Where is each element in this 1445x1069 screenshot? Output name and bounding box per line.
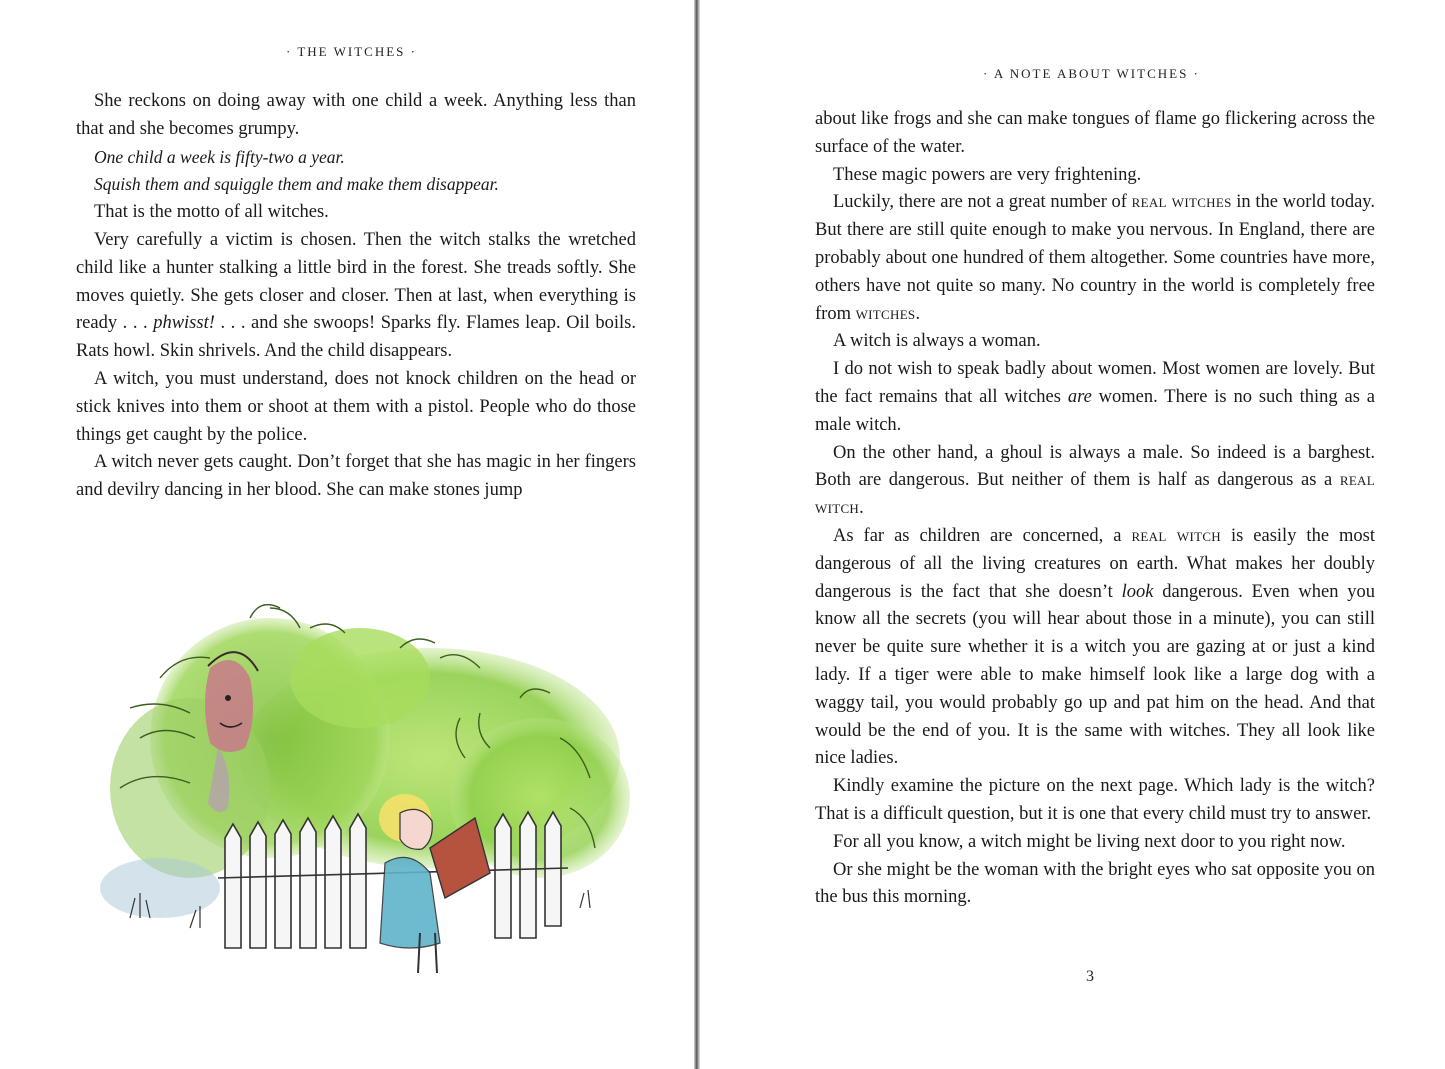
left-paragraph-1: She reckons on doing away with one child a week. Anything less than that and she becomes grumpy.: [76, 91, 636, 139]
right-paragraph-5-b: women. There is no such thing as a male witch.: [815, 386, 1375, 435]
right-paragraph-4: A witch is always a woman.: [833, 331, 1041, 352]
right-paragraph-7-smallcaps: real witch: [1131, 525, 1221, 546]
left-page: [0, 0, 694, 1069]
right-paragraph-7-italic: look: [1121, 581, 1154, 602]
right-paragraph-6-a: On the other hand, a ghoul is always a male. So indeed is a barghest. Both are dangerous. But neither of them is half as dangerous as a: [815, 442, 1375, 491]
right-paragraph-3: [815, 189, 1375, 328]
right-paragraph-3-smallcaps-2: witches: [855, 303, 916, 324]
witch-hedge-illustration: [100, 588, 640, 978]
page-number: 3: [1086, 968, 1094, 985]
right-paragraph-7: [815, 523, 1375, 773]
left-paragraph-2: That is the motto of all witches.: [94, 202, 329, 223]
right-paragraph-6-smallcaps: real witch: [815, 470, 1375, 519]
right-paragraph-5-a: I do not wish to speak badly about women. Most women are lovely. But the fact remains that all witches: [815, 359, 1375, 407]
right-running-head: · A NOTE ABOUT WITCHES ·: [983, 66, 1200, 81]
right-paragraph-6-b: .: [859, 498, 864, 519]
hedge-mass-top: [290, 628, 430, 728]
left-paragraph-3-sound: phwisst!: [153, 313, 215, 334]
right-paragraph-9: For all you know, a witch might be living next door to you right now.: [833, 831, 1346, 852]
illustration-drawing: [100, 588, 640, 978]
right-paragraph-8: Kindly examine the picture on the next page. Which lady is the witch? That is a difficult question, but it is one that every child must try to answer.: [815, 776, 1375, 824]
left-verse-2: Squish them and squiggle them and make them disappear.: [94, 174, 499, 195]
left-paragraph-5: A witch never gets caught. Don’t forget that she has magic in her fingers and devilry dancing in her blood. She can make stones jump: [76, 452, 636, 501]
right-paragraph-6: [815, 440, 1375, 523]
right-paragraph-7-b: is easily the most dangerous of all the living creatures on earth. What makes her doubly dangerous is the fact that she doesn’t: [815, 525, 1375, 602]
right-paragraph-5-italic: are: [1067, 386, 1092, 407]
right-paragraph-10: Or she might be the woman with the bright eyes who sat opposite you on the bus this morning.: [815, 859, 1375, 908]
left-paragraph-3: [76, 227, 636, 366]
ground-shadow: [100, 858, 220, 918]
right-paragraph-3-c: .: [915, 303, 921, 324]
left-running-head: · THE WITCHES ·: [286, 44, 417, 59]
right-paragraph-7-a: As far as children are concerned, a: [833, 525, 1132, 546]
left-text-block: [76, 88, 636, 505]
right-text-block: [815, 106, 1375, 912]
right-paragraph-3-a: Luckily, there are not a great number of: [833, 192, 1132, 213]
right-paragraph-2: These magic powers are very frightening.: [833, 164, 1142, 185]
right-paragraph-5: [815, 356, 1375, 439]
right-paragraph-3-b: in the world today. But there are still quite enough to make you nervous. In England, there are probably about one hundred of them altogether. Some countries have more, others have not quite so many. No country in the world is completely free from: [815, 192, 1375, 324]
right-paragraph-3-smallcaps-1: real witches: [1131, 192, 1232, 213]
right-paragraph-1: about like frogs and she can make tongues of flame go flickering across the surface of the water.: [815, 109, 1375, 157]
left-paragraph-3-start: Very carefully a victim is chosen. Then the witch stalks the wretched child like a hunter stalking a little bird in the forest. She treads softly. She moves quietly. She gets closer and closer. Then at last, when everything is ready . . .: [76, 229, 636, 334]
right-paragraph-7-c: dangerous. Even when you know all the secrets (you will hear about those in a minute), you can still never be quite sure whether it is a witch you are gazing at or just a kind lady. If a tiger were able to make himself look like a large dog with a waggy tail, you would probably go up and pat him on the head. And that would be the end of you. It is the same with witches. They all look like nice ladies.: [815, 581, 1375, 769]
left-paragraph-3-end: . . . and she swoops! Sparks fly. Flames leap. Oil boils. Rats howl. Skin shrivels. And the child disappears.: [76, 313, 636, 362]
left-verse-1: One child a week is fifty-two a year.: [94, 146, 345, 167]
left-paragraph-4: A witch, you must understand, does not knock children on the head or stick knives into them or shoot at them with a pistol. People who do those things get caught by the police.: [76, 368, 636, 445]
